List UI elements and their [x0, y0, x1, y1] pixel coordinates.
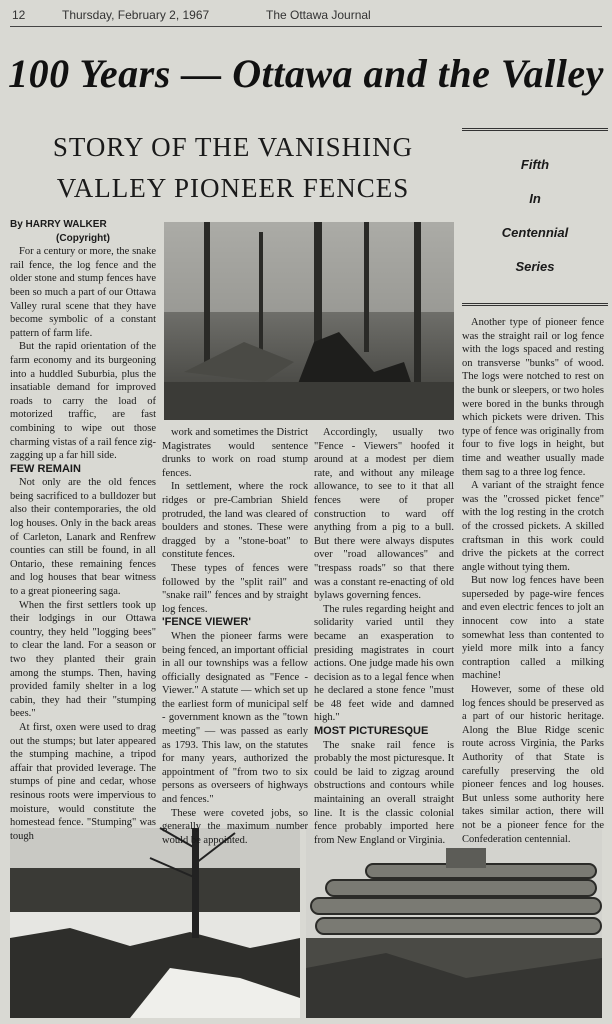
paragraph: Not only are the old fences being sacrificed to a bulldozer but also their contemporaries, the old log houses. Only in the back areas of Carleton, Lanark and Renfrew counties can still be found, in all Ontario, these remaining fences and log houses that bear witness to a great pioneering saga.: [10, 477, 156, 598]
photo-stump-fence: [164, 222, 454, 420]
series-line-2: In: [529, 191, 541, 206]
paragraph: At first, oxen were used to drag out the stumps; but later appeared the stumping machine, a tripod affair that provided leverage. The stumps of pine and cedar, whose resinous roots were impervious to moisture, would constitute the homestead fence. "Stumping" was tough: [10, 721, 156, 842]
photo-log-fence: [306, 828, 602, 1018]
issue-date: Thursday, February 2, 1967: [62, 8, 210, 22]
paragraph: In settlement, where the rock ridges or pre-Cambrian Shield protruded, the land was cleared of boulders and stones. These were dragged by a "stone-boat" to constitute fences.: [162, 481, 308, 561]
article-column-3: [314, 426, 454, 846]
paragraph: But now log fences have been superseded by page-wire fences and even electric fences to jolt an innocent cow into a state somewhat less than contented to yield more milk into a fancy contraption called a milking machine!: [462, 575, 604, 682]
section-banner: 100 Years — Ottawa and the Valley: [8, 51, 604, 96]
byline-copyright: (Copyright): [56, 232, 110, 244]
article-column-4: [462, 316, 604, 845]
paragraph: The snake rail fence is probably the most picturesque. It could be laid to zigzag around obstructions and contours while maintaining an overall straight line. It is the classic colonial fence probably imported here from New England or Virginia.: [314, 739, 454, 846]
paragraph: When the pioneer farms were being fenced, an important official in all our townships was a fellow officially designated as "Fence - Viewer." A statute — which set up the earliest form of municipal self - government known as the "town meeting" — was passed as early as 1793. This law, on the statutes for many years, authorized the appointment of "from two to six persons as overseers of highways and fences.": [162, 630, 308, 806]
headline-line-2: VALLEY PIONEER FENCES: [56, 173, 410, 203]
paragraph: These types of fences were followed by the "split rail" and "snake rail" fences and by straight log fences.: [162, 562, 308, 615]
series-box: [462, 128, 608, 306]
series-line-3: Centennial: [501, 225, 569, 240]
newspaper-name: The Ottawa Journal: [266, 8, 371, 22]
series-line-1: Fifth: [520, 157, 550, 172]
page-number: 12: [12, 8, 26, 22]
paragraph: The rules regarding height and solidarity varied until they became an exasperation to presiding magistrates in court actions. One judge made his own decision as to a legal fence when he declared a stone fence "must be 48 feet wide and damned high.": [314, 603, 454, 724]
article-column-2: [162, 426, 308, 846]
paragraph: But the rapid orientation of the farm economy and its burgeoning into a huddled Suburbia, plus the insatiable demand for improved roads to carry the load of motorized traffic, are fast combining to wipe out those charming vistas of a rail fence zig-zagging up a far hill side.: [10, 341, 156, 462]
article-column-1: [10, 218, 156, 842]
headline-line-1: STORY OF THE VANISHING: [52, 132, 414, 162]
paragraph: Accordingly, usually two "Fence - Viewers" hoofed it around at a modest per diem rate, and without any mileage allowance, to see to it that all fences were of proper construction to ward off anything from a pig to a bull. But there were always disputes over "road allowances" and "trespass roads" so that there was a constant re-enacting of old bylaws governing fences.: [314, 427, 454, 602]
subheading: MOST PICTURESQUE: [314, 725, 429, 738]
paragraph: Another type of pioneer fence was the straight rail or log fence with the logs spaced and resting on transverse "bunks" of wood. The logs were notched to rest on the bunk or sleepers, or two holes were bored in the bunks through which pickets were driven. This type of fence was originally from four to five logs in height, but time and weather usually made them sag to a three log fence.: [462, 317, 604, 478]
subheading: FEW REMAIN: [10, 462, 81, 475]
paragraph: These were coveted jobs, so generally the maximum number would be appointed.: [162, 807, 308, 846]
paragraph: For a century or more, the snake rail fence, the log fence and the older stone and stump fences have been so much a part of our Ottawa Valley rural scene that they have become symbolic of a constant pattern of farm life.: [10, 246, 156, 339]
paragraph: A variant of the straight fence was the "crossed picket fence" with the log resting in the crotch of the crossed pickets. A skilled craftsman in this work could drive the pickets at the correct angle without tying them.: [462, 480, 604, 573]
series-line-4: Series: [515, 259, 555, 274]
paragraph: work and sometimes the District Magistrates would sentence drunks to work on road stump fences.: [162, 427, 308, 479]
photo-stone-fence-winter: [10, 828, 300, 1018]
subheading: 'FENCE VIEWER': [162, 616, 251, 629]
paragraph: However, some of these old log fences should be preserved as a part of our historic heritage. Along the Blue Ridge scenic route across Virginia, the Parks Authority of that State is carefully preserving the old pioneer fences and log houses. But unless some authority here takes similar action, there will not be a pioneer fence for the Confederation centennial.: [462, 684, 604, 845]
paragraph: When the first settlers took up their lodgings in our Ottawa country, they held "logging bees" to clear the land. For a season or two they planted their grain among the stumps. Then, having provided family shelter in a log cabin, they had their "stumping bees.": [10, 599, 156, 720]
page-header: [10, 4, 602, 27]
byline-author: By HARRY WALKER: [10, 219, 107, 230]
